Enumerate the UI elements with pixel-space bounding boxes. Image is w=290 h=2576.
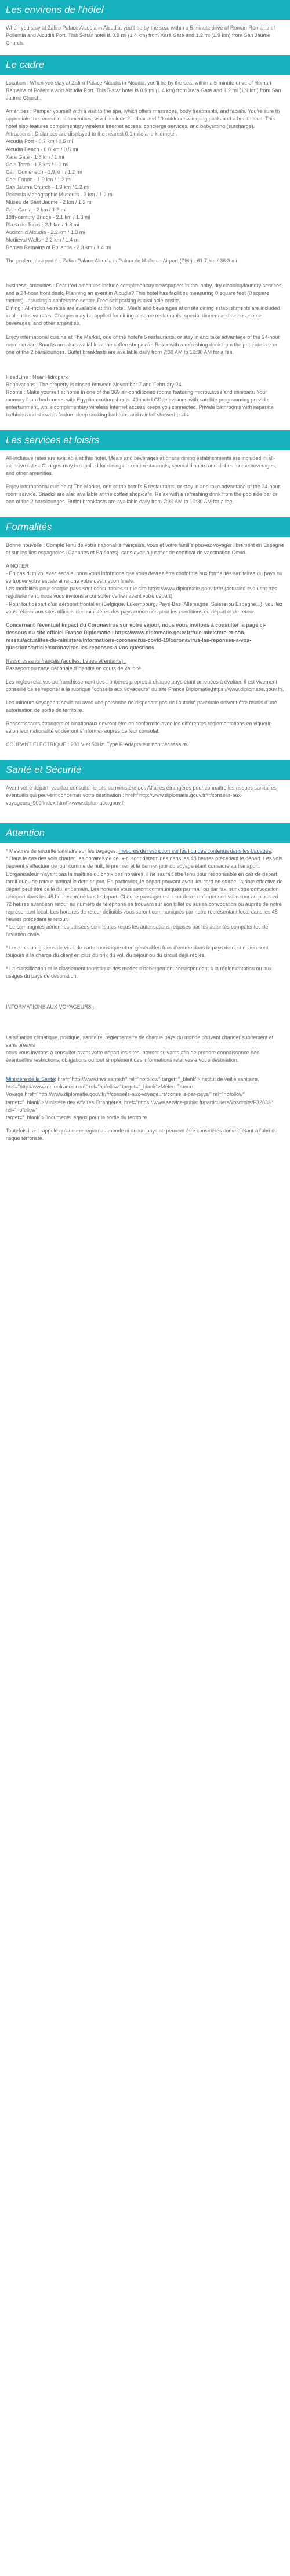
services-section	[0, 450, 290, 506]
attraction-item: Xara Gate - 1.6 km / 1 mi	[6, 154, 64, 160]
section-title: Attention	[6, 827, 45, 839]
formalites-section	[0, 537, 290, 748]
ressortissants-title: Ressortissants français (adultes, bébés et enfants) :	[6, 657, 126, 664]
regles-text: Les règles relatives au franchissement des frontières propres à chaque pays étant amenées à évoluer, il est vivement conseillé de se reporter à la rubrique "conseils aux voyageurs" du site France Diplomatie,https://www.diplomatie.gouv.fr/.	[6, 678, 284, 692]
section-title: Formalités	[6, 521, 52, 533]
environs-section	[0, 20, 290, 47]
section-title: Les environs de l'hôtel	[6, 4, 104, 15]
cadre-airport: The preferred airport for Zafiro Palace Alcudia is Palma de Mallorca Airport (PMI) - 61.7 km / 38.3 mi	[6, 258, 237, 264]
mineurs-text: Les mineurs voyageant seuls ou avec une personne ne disposant pas de l'autorité parentale doivent être munis d'une autorisation de sortie de territoire.	[6, 700, 277, 714]
cadre-amenities: Amenities : Pamper yourself with a visit to the spa, which offers massages, body treatments, and facials. You're sure to appreciate the recreational amenities, which include 2 indoor and 10 outdoor swimming pools and a health club. This hotel also features complimentary wireless Internet access, concierge services, and babysitting (surcharge).	[6, 108, 280, 130]
cadre-business: business_amenities : Featured amenities include complimentary newspapers in the lobby, dry cleaning/laundry services, and a 24-hour front desk. Planning an event in Alcudia? This hotel has facilities measuring 0 square feet (0 square meters), including a conference center. Free self parking is available onsite. Dining : All-inclusive rates are available at this hotel. Meals and beverages at onsite dining establishments are included in all-inclusive rates. Charges may be applied for dining at some restaurants, special dinners and dishes, some beverages, and other amenities.	[6, 283, 284, 327]
attraction-item: Alcudia Beach - 0.8 km / 0.5 mi	[6, 146, 78, 152]
section-banner-sante	[0, 760, 290, 780]
sante-section	[0, 780, 290, 807]
etrangers-text	[6, 720, 284, 735]
ressortissants-block	[6, 657, 284, 673]
services-text: Enjoy international cuisine at The Market, one of the hotel's 5 restaurants, or stay in and take advantage of the 24-hour room service. Snacks are also available at the coffee shop/cafe. Relax with a refreshing drink from the poolside bar or one of the 2 bars/lounges. Buffet breakfasts are available daily from 7:30 AM to 10:30 AM for a fee.	[6, 484, 280, 505]
infos-links-text: : href="http://www.invs.sante.fr" rel="nofollow" target="_blank">Institut de veille sanitaire, href="http://www.meteofrance.com" rel="nofollow" target="_blank">Météo France Voyage,href="http://www.diplomatie.gouv.fr/fr/conseils-aux-voyageurs/conseils-par-pays/" rel="nofollow" target="_blank">Ministère des Affaires Etrangères, href="https://www.service-public.fr/particuliers/vosdroits/F32833" rel="nofollow" target="_blank">Documents légaux pour la sortie du territoire.	[6, 1076, 273, 1120]
environs-text: When you stay at Zafiro Palace Alcudia in Alcudia, you'll be by the sea, within a 5-minute drive of Roman Remains of Pollentia and Alcudia Port. This 5-star hotel is 0.9 mi (1.4 km) from Xara Gate and 1.2 mi (1.9 km) from San Jaume Church.	[6, 25, 275, 46]
sante-text: Avant votre départ, veuillez consulter le site du ministère des Affaires étrangères pour connaître les risques sanitaires éventuels qui peuvent concerner votre destination : href="http://www.diplomatie.gouv.fr/fr/conseils-aux-voyageurs_909/index.html">www.diplomatie.gouv.fr	[6, 785, 277, 806]
attraction-item: Alcudia Port - 0.7 km / 0.5 mi	[6, 138, 73, 145]
section-title: Les services et loisirs	[6, 434, 100, 445]
etrangers-body: devront être en conformité avec les différentes réglementations en vigueur, selon leur nationalité et devront s'informer auprès de leur consulat.	[6, 721, 272, 735]
section-banner-services	[0, 430, 290, 450]
ministere-sante-link[interactable]: Ministère de la Santé	[6, 1076, 55, 1083]
attraction-item: Ca'n Domènech - 1.9 km / 1.2 mi	[6, 169, 82, 175]
note-text: - En cas d'un vol avec escale, nous vous informons que vous devrez être conforme aux formalités sanitaires du pays où se trouve votre escale ainsi que votre destination finale. Les modalités pour chaque pays sont consultables sur le site https://www.diplomatie.gouv.fr/fr/ (actualité évoluant très régulièrement, nous vous invitons à consulter ce lien avant votre départ). - Pour tout départ d'un aéroport frontalier (Belgique, Luxembourg, Pays-Bas, Allemagne, Suisse ou Espagne...), veuillez vous référer aux sites officiels des ministères des pays concernés pour les conditions de départ et de retour.	[6, 571, 282, 615]
section-banner-formalites	[0, 517, 290, 537]
attention-p1-pre: * Mesures de sécurité sanitaire sur les bagages:	[6, 848, 119, 854]
cadre-rooms: HeadLine : Near Hidropark Renovations : The property is closed between November 7 and February 24. Rooms : Make yourself at home in one of the 369 air-conditioned rooms featuring microwaves and minibars. Your memory foam bed comes with Egyptian cotton sheets. 40-inch LCD televisions with satellite programming provide entertainment, while complimentary wireless Internet access keeps you connected. Private bathrooms with separate bathtubs and showers feature deep soaking bathtubs and rainfall showerheads.	[6, 374, 274, 418]
covid-notice: Concernant l'éventuel impact du Coronavirus sur votre séjour, nous vous invitons à consulter la page ci-dessous du site officiel France Diplomatie : https://www.diplomatie.gouv.fr/fr/le-ministere-et-son-reseau/actualites-du-ministere/informations-coronavirus-covid-19/coronavirus-les-reponses-a-vos-questions/article/coronavirus-les-reponses-a-vos-questions	[6, 622, 266, 651]
attraction-item: Ca'n Fondo - 1.9 km / 1.2 mi	[6, 176, 72, 182]
ressortissants-text: Passeport ou carte nationale d'identité en cours de validité.	[6, 665, 143, 671]
attractions-list	[6, 108, 284, 251]
section-banner-cadre	[0, 55, 290, 75]
infos-text: La situation climatique, politique, sanitaire, réglementaire de chaque pays du monde pouvant changer subitement et sans préavis nous vous invitons à consulter avant votre départ les sites Internet suivants afin de prendre connaissance des éventuelles restrictions, obligations ou tout simplement des informations relatives à votre destination.	[6, 1035, 274, 1064]
attention-p1	[6, 847, 284, 938]
attraction-item: San Jaume Church - 1.9 km / 1.2 mi	[6, 184, 90, 190]
section-title: Santé et Sécurité	[6, 764, 82, 776]
infos-links	[6, 1076, 284, 1121]
attention-p1-post: . * Dans le cas des vols charter, les horaires de ceux-ci sont déterminés dans les 48 heures précédant le départ. Les vols peuvent s'effectuer de jour comme de nuit, le premier et le dernier jour du voyage étant consacré au transport. L'organisateur n'ayant pas la maîtrise du choix des horaires, il ne saurait être tenu pour responsable en cas de départ tardif et/ou de retour matinal le dernier jour. En particulier, le départ pouvant avoir lieu tard en soirée, la date effective de départ peut être celle du lendemain. Les horaires vous seront communiqués par mail ou par fax, sur votre convocation aéroport dans les 48 heures précédant le départ. Chaque passager est tenu de reconfirmer son vol retour au plus tard 72 heures avant son retour au numéro de téléphone se trouvant sur son billet ou sur sa convocation ou auprès de notre représentant local. Les horaires de retour définitifs vous seront communiqués par notre représentant local dans les 48 heures précédant le retour. * Le compagnies aériennes utilisées sont toutes reçus les autorisations requises par les autorités compétentes de l'aviation civile.	[6, 848, 283, 937]
services-text: All-inclusive rates are available at this hotel. Meals and beverages at onsite dining establishments are included in all-inclusive rates. Charges may be applied for dining at some restaurants, special dinners and dishes, some beverages, and other amenities.	[6, 455, 277, 477]
formalites-intro: Bonne nouvelle : Compte tenu de votre nationalité française, vous et votre famille pouvez voyager librement en Espagne et sur les îles espagnoles (Canaries et Baléares), sans avoir à justifier de certificat de vaccination Covid.	[6, 542, 284, 556]
attraction-item: Pollentia Monographic Museum - 2 km / 1.2 mi	[6, 191, 114, 198]
attraction-item: Museu de Sant Jaume - 2 km / 1.2 mi	[6, 199, 93, 205]
liquids-restriction-link[interactable]: mesures de restriction sur les liquides contenus dans les bagages	[118, 848, 271, 854]
cadre-section	[0, 75, 290, 419]
attraction-item: Ca'n Torró - 1.8 km / 1.1 mi	[6, 161, 69, 167]
cadre-location: Location : When you stay at Zafiro Palace Alcudia in Alcudia, you'll be by the sea, within a 5-minute drive of Roman Remains of Pollentia and Alcudia Port. This 5-star hotel is 0.9 mi (1.4 km) from Xara Gate and 1.2 mi (1.9 km) from San Jaume Church.	[6, 80, 281, 101]
attraction-item: Medieval Walls - 2.2 km / 1.4 mi	[6, 237, 80, 243]
attraction-item: Plaza de Toros - 2.1 km / 1.3 mi	[6, 221, 79, 228]
infos-terror: Toutefois il est rappelé qu'aucune région du monde ni aucun pays ne peuvent être considérés comme étant à l'abri du risque terroriste.	[6, 1127, 278, 1141]
attraction-item: Auditori d'Alcudia - 2.2 km / 1.3 mi	[6, 229, 85, 236]
note-title: A NOTER	[6, 563, 29, 569]
etrangers-title: Ressortissants étrangers et binationaux	[6, 721, 98, 727]
attractions-intro: Attractions : Distances are displayed to the nearest 0.1 mile and kilometer.	[6, 131, 177, 137]
section-title: Le cadre	[6, 59, 45, 71]
attraction-item: Ca'n Canta - 2 km / 1.2 mi	[6, 206, 67, 213]
attraction-item: 18th-century Bridge - 2.1 km / 1.3 mi	[6, 214, 90, 220]
attention-p3: * La classification et le classement touristique des modes d'hébergement correspondent à la réglementation ou aux usages du pays de destination.	[6, 966, 272, 980]
infos-title: INFORMATIONS AUX VOYAGEURS :	[6, 1004, 95, 1010]
section-banner-environs	[0, 0, 290, 20]
note-block	[6, 562, 284, 615]
attraction-item: Roman Remains of Pollentia - 2.3 km / 1.4 mi	[6, 244, 111, 251]
section-banner-attention	[0, 823, 290, 843]
courant-text: COURANT ELECTRIQUE : 230 V et 50Hz. Type F. Adaptateur non nécessaire.	[6, 741, 188, 748]
attention-section	[0, 843, 290, 1142]
attention-p2: * Les trois obligations de visa, de carte touristique et en général les frais d'entrée dans le pays de destination sont toujours à la charge du client en plus du prix du vol, du séjour ou du circuit déjà réglés.	[6, 944, 269, 958]
cadre-dining: Enjoy international cuisine at The Market, one of the hotel's 5 restaurants, or stay in and take advantage of the 24-hour room service. Snacks are also available at the coffee shop/cafe. Relax with a refreshing drink from the poolside bar or one of the 2 bars/lounges. Buffet breakfasts are available daily from 7:30 AM to 10:30 AM for a fee.	[6, 334, 280, 355]
